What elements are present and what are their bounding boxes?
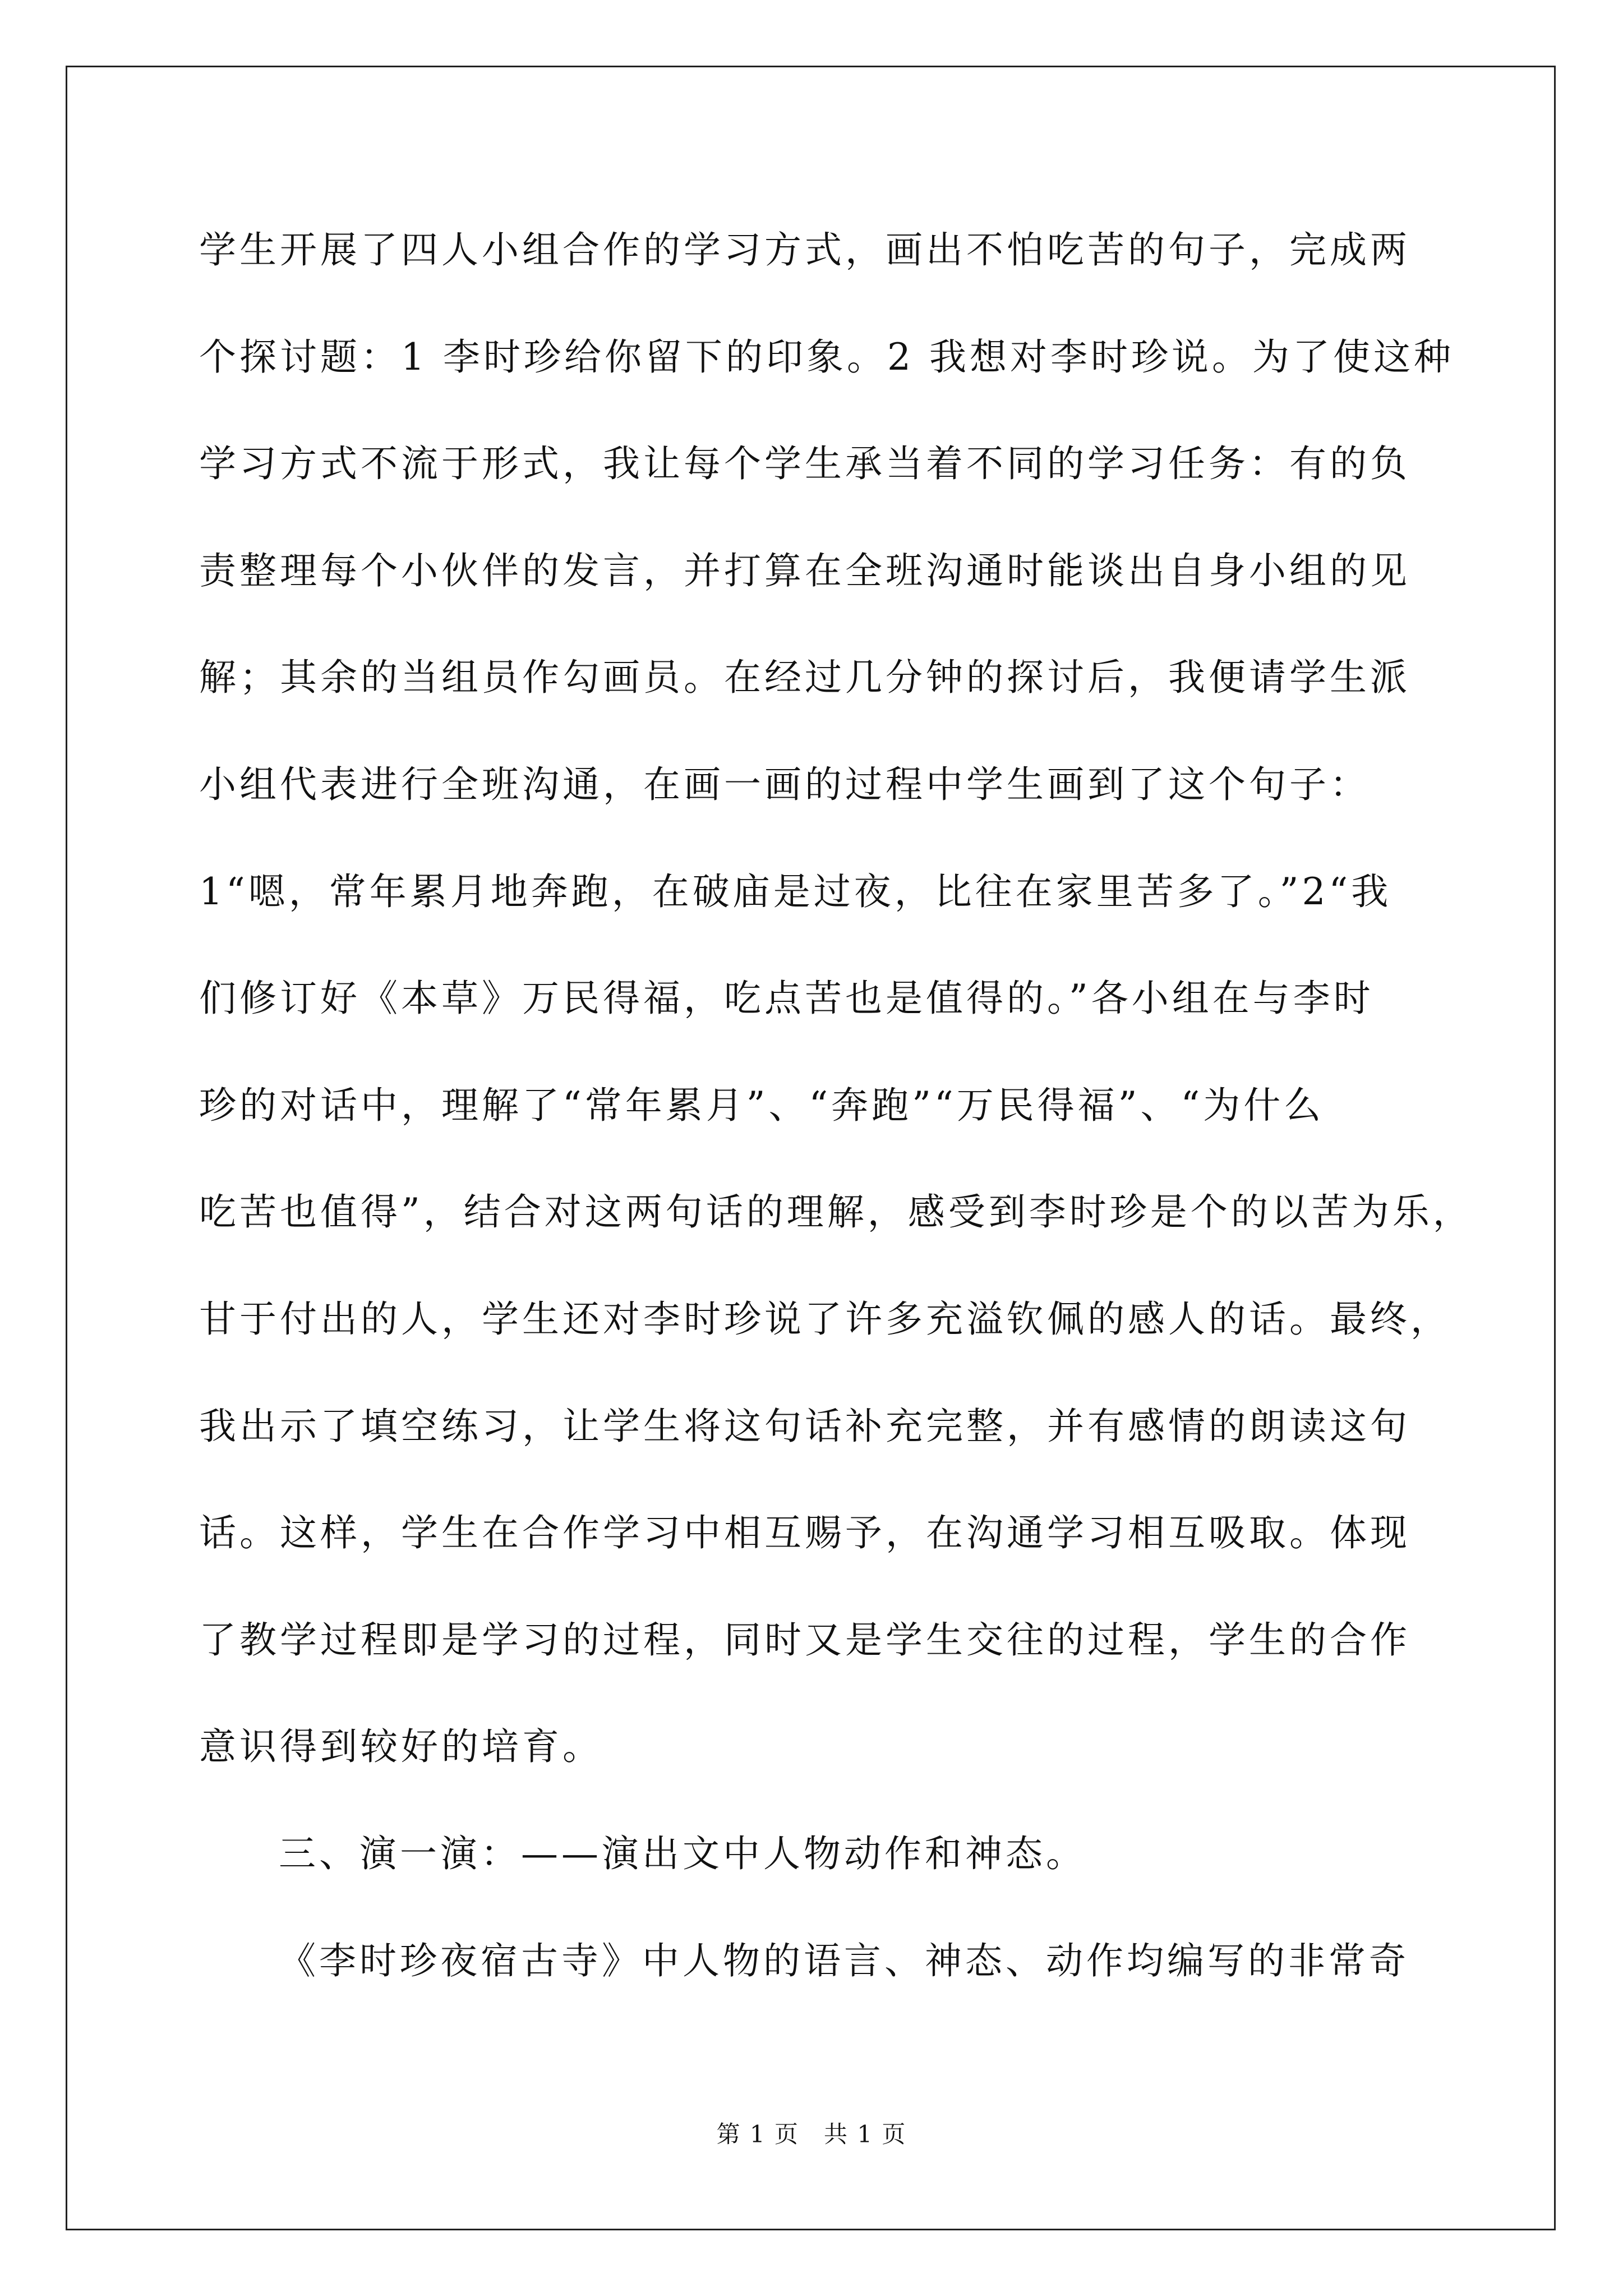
paragraph-line: 个探讨题：1 李时珍给你留下的印象。2 我想对李时珍说。为了使这种 [199,335,1454,379]
page-footer: 第 1 页 共 1 页 [716,2120,907,2148]
paragraph-line: 学习方式不流于形式，我让每个学生承当着不同的学习任务：有的负 [199,442,1410,485]
paragraph-line: 小组代表进行全班沟通，在画一画的过程中学生画到了这个句子： [199,763,1370,806]
paragraph-line: 吃苦也值得”，结合对这两句话的理解，感受到李时珍是个的以苦为乐， [199,1190,1473,1234]
paragraph-line: 1“嗯，常年累月地奔跑，在破庙是过夜，比往在家里苦多了。”2“我 [199,870,1392,913]
paragraph-line: 《李时珍夜宿古寺》中人物的语言、神态、动作均编写的非常奇 [279,1939,1409,1982]
section-heading: 三、演一演：——演出文中人物动作和神态。 [279,1832,1086,1875]
paragraph-line: 了教学过程即是学习的过程，同时又是学生交往的过程，学生的合作 [199,1618,1410,1662]
paragraph-line: 意识得到较好的培育。 [199,1725,603,1768]
paragraph-line: 学生开展了四人小组合作的学习方式，画出不怕吃苦的句子，完成两 [199,228,1410,272]
paragraph-line: 话。这样，学生在合作学习中相互赐予，在沟通学习相互吸取。体现 [199,1511,1410,1554]
page-border [66,66,1556,2230]
paragraph-line: 甘于付出的人，学生还对李时珍说了许多充溢钦佩的感人的话。最终， [199,1297,1451,1341]
paragraph-line: 们修订好《本草》万民得福，吃点苦也是值得的。”各小组在与李时 [199,977,1374,1020]
paragraph-line: 珍的对话中，理解了“常年累月”、“奔跑”“万民得福”、“为什么 [199,1084,1325,1127]
paragraph-line: 责整理每个小伙伴的发言，并打算在全班沟通时能谈出自身小组的见 [199,549,1410,592]
paragraph-line: 我出示了填空练习，让学生将这句话补充完整，并有感情的朗读这句 [199,1405,1410,1448]
paragraph-line: 解；其余的当组员作勾画员。在经过几分钟的探讨后，我便请学生派 [199,656,1410,699]
